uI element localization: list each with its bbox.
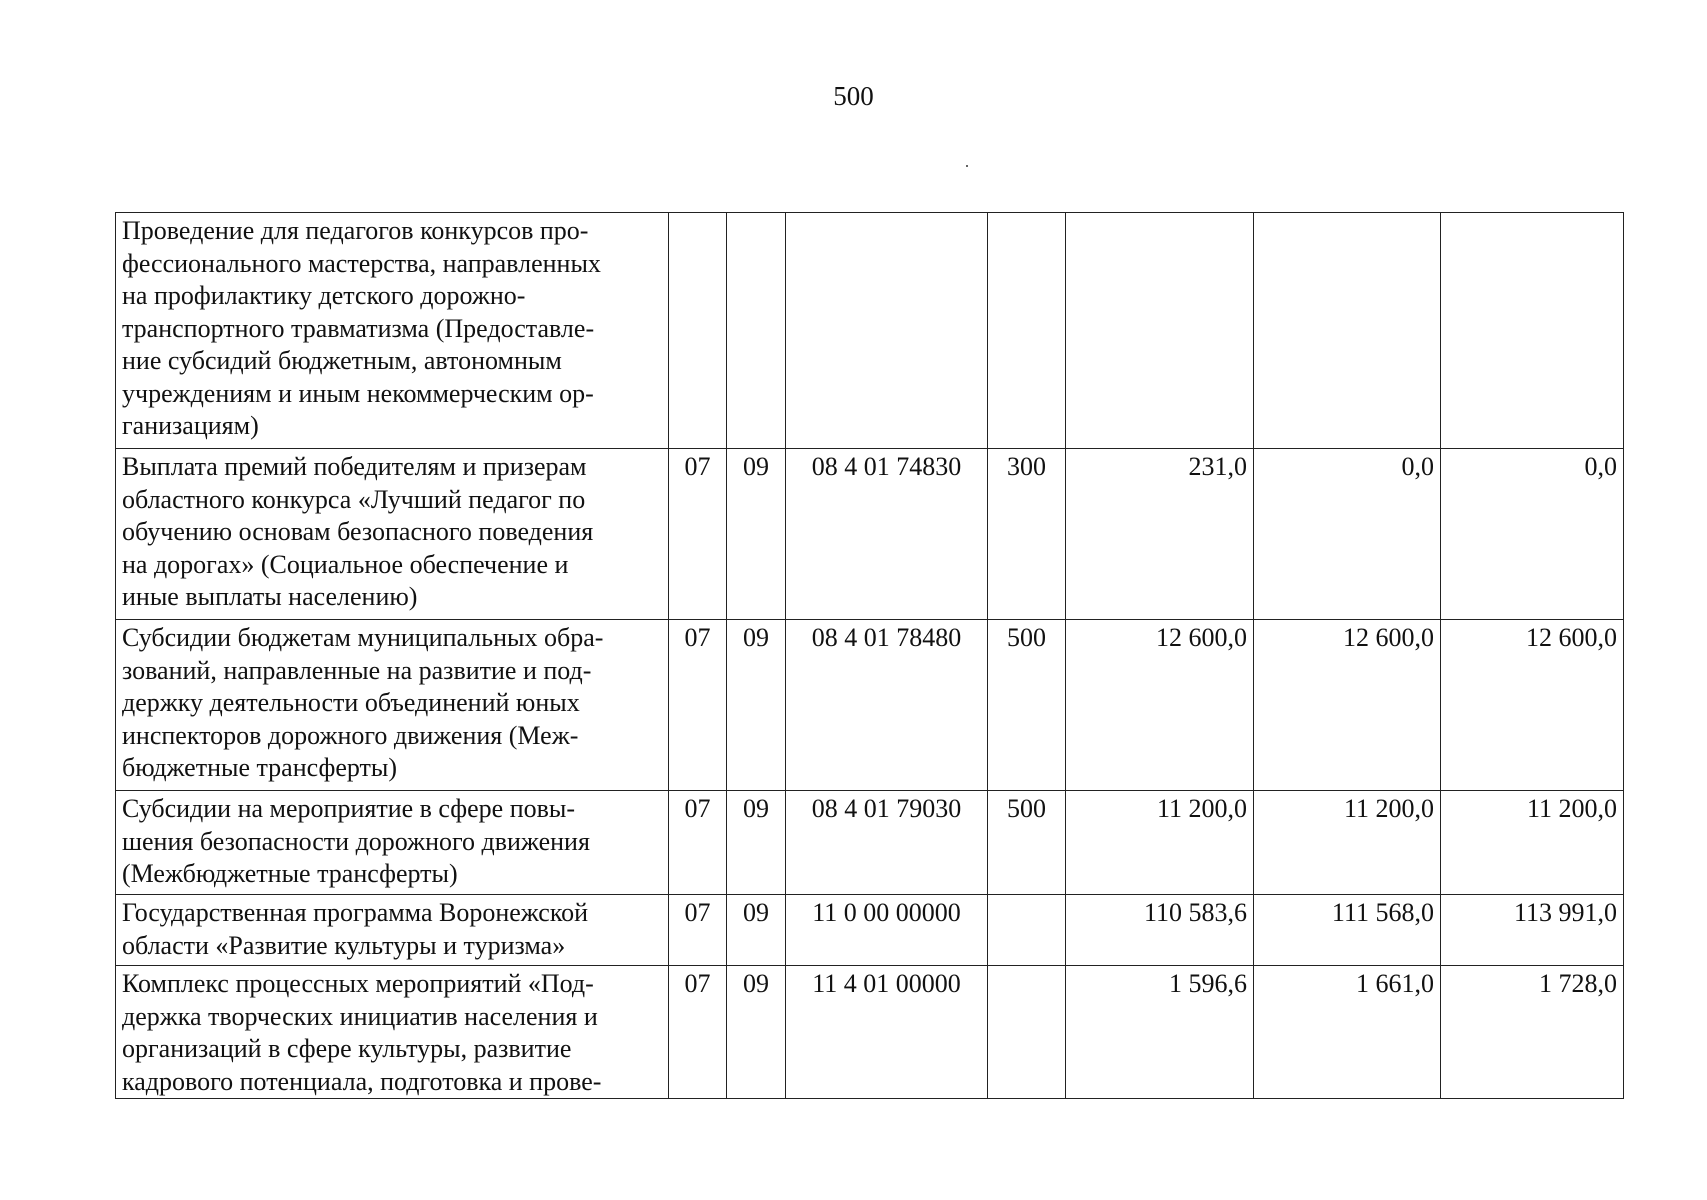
row-amount-year-1 <box>1066 213 1254 449</box>
row-description: Государственная программа Воронежской области «Развитие культуры и туризма» <box>116 895 669 966</box>
row-subsection-code: 09 <box>727 895 786 966</box>
row-description: Субсидии бюджетам муниципальных обра- зований, направленные на развитие и под- держку деятельности объединений юных инспекторов дорожного движения (Меж- бюджетные трансферты) <box>116 620 669 791</box>
row-amount-year-3: 113 991,0 <box>1441 895 1624 966</box>
row-description: Субсидии на мероприятие в сфере повы- шения безопасности дорожного движения (Межбюджетные трансферты) <box>116 791 669 895</box>
row-target-article: 11 4 01 00000 <box>786 966 988 1099</box>
row-expense-type: 500 <box>988 620 1066 791</box>
table-row <box>116 966 1624 1099</box>
row-expense-type <box>988 213 1066 449</box>
row-expense-type: 500 <box>988 791 1066 895</box>
row-amount-year-2: 11 200,0 <box>1254 791 1441 895</box>
row-target-article: 08 4 01 79030 <box>786 791 988 895</box>
row-section-code: 07 <box>669 895 727 966</box>
row-target-article: 11 0 00 00000 <box>786 895 988 966</box>
row-target-article <box>786 213 988 449</box>
row-section-code: 07 <box>669 791 727 895</box>
row-expense-type <box>988 966 1066 1099</box>
row-section-code: 07 <box>669 620 727 791</box>
row-amount-year-2: 1 661,0 <box>1254 966 1441 1099</box>
table-row <box>116 620 1624 791</box>
row-amount-year-3: 1 728,0 <box>1441 966 1624 1099</box>
row-amount-year-3: 0,0 <box>1441 449 1624 620</box>
row-subsection-code <box>727 213 786 449</box>
row-amount-year-3 <box>1441 213 1624 449</box>
table-row <box>116 449 1624 620</box>
row-section-code: 07 <box>669 449 727 620</box>
row-amount-year-2 <box>1254 213 1441 449</box>
row-expense-type <box>988 895 1066 966</box>
row-amount-year-2: 12 600,0 <box>1254 620 1441 791</box>
budget-table-body <box>116 213 1624 1099</box>
row-amount-year-1: 231,0 <box>1066 449 1254 620</box>
row-amount-year-1: 1 596,6 <box>1066 966 1254 1099</box>
row-amount-year-1: 11 200,0 <box>1066 791 1254 895</box>
row-amount-year-1: 110 583,6 <box>1066 895 1254 966</box>
row-amount-year-1: 12 600,0 <box>1066 620 1254 791</box>
row-subsection-code: 09 <box>727 791 786 895</box>
table-row <box>116 791 1624 895</box>
row-target-article: 08 4 01 78480 <box>786 620 988 791</box>
row-subsection-code: 09 <box>727 449 786 620</box>
row-amount-year-3: 12 600,0 <box>1441 620 1624 791</box>
table-row <box>116 213 1624 449</box>
row-description: Проведение для педагогов конкурсов про- фессионального мастерства, направленных на профилактику детского дорожно- транспортного травматизма (Предоставле- ние субсидий бюджетным, автономным учреждениям и иным некоммерческим ор- ганизациям) <box>116 213 669 449</box>
row-expense-type: 300 <box>988 449 1066 620</box>
row-description: Выплата премий победителям и призерам областного конкурса «Лучший педагог по обучению основам безопасного поведения на дорогах» (Социальное обеспечение и иные выплаты населению) <box>116 449 669 620</box>
budget-table <box>115 212 1624 1099</box>
page-number: 500 <box>833 81 874 111</box>
row-amount-year-2: 0,0 <box>1254 449 1441 620</box>
row-amount-year-3: 11 200,0 <box>1441 791 1624 895</box>
row-target-article: 08 4 01 74830 <box>786 449 988 620</box>
row-description: Комплекс процессных мероприятий «Под- держка творческих инициатив населения и организаций в сфере культуры, развитие кадрового потенциала, подготовка и прове- <box>116 966 669 1099</box>
row-amount-year-2: 111 568,0 <box>1254 895 1441 966</box>
table-row <box>116 895 1624 966</box>
row-subsection-code: 09 <box>727 966 786 1099</box>
row-subsection-code: 09 <box>727 620 786 791</box>
scan-artifact-dot <box>966 165 968 167</box>
row-section-code: 07 <box>669 966 727 1099</box>
row-section-code <box>669 213 727 449</box>
